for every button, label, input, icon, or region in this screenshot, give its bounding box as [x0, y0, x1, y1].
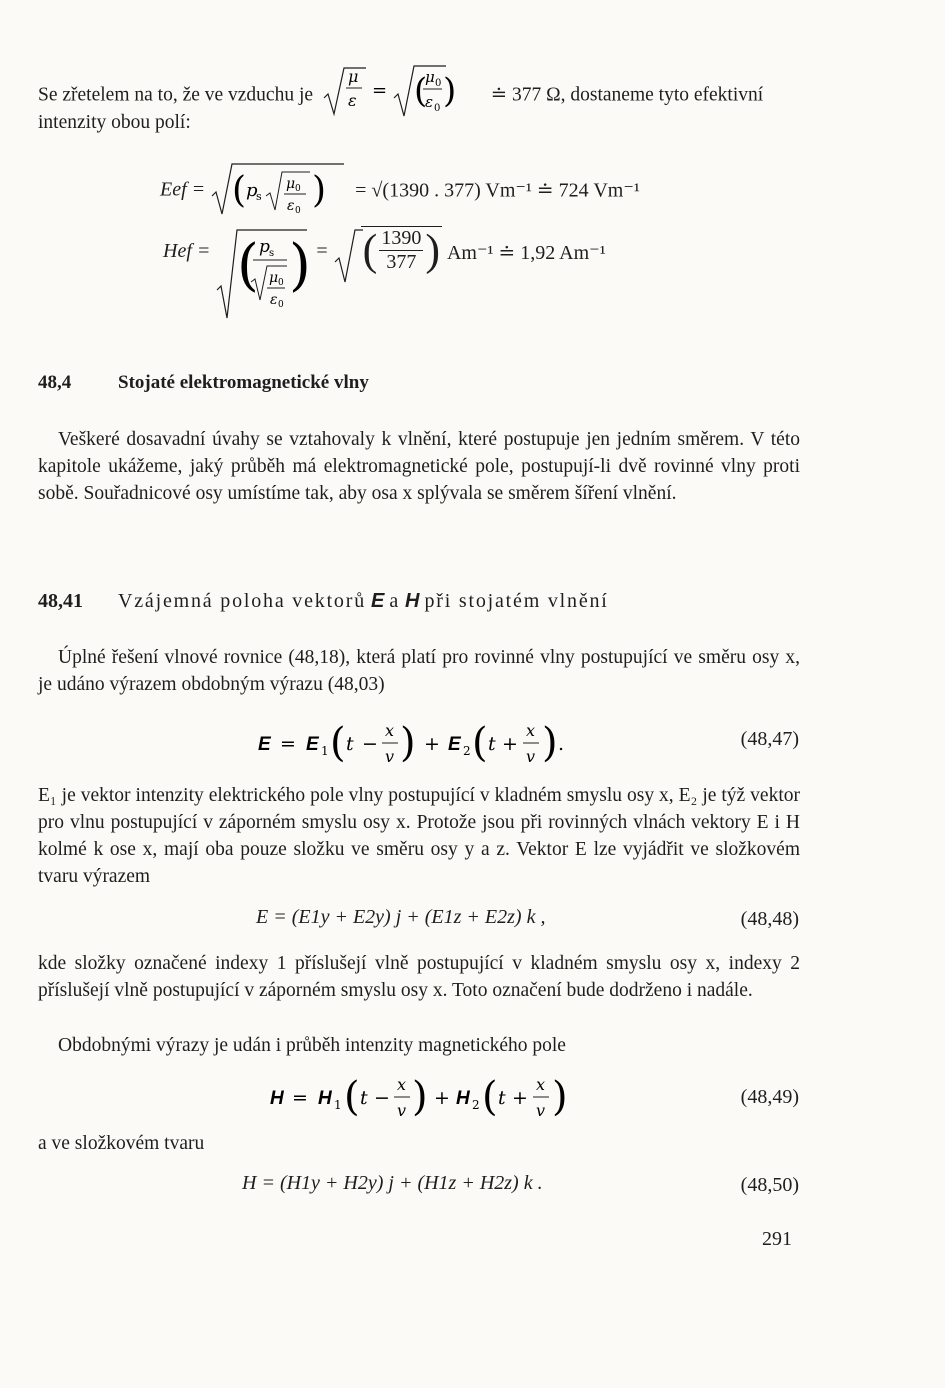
intro-eq-value: ≐ 377 Ω,	[490, 84, 566, 106]
svg-text:H: H	[318, 1088, 332, 1109]
equation-48-49	[270, 1066, 580, 1136]
eq-48-49-number: (48,49)	[740, 1086, 799, 1108]
svg-text:.: .	[558, 733, 565, 755]
svg-text:v: v	[536, 1101, 546, 1120]
section-48-4-number: 48,4	[38, 372, 72, 393]
h-ef-eq-sign: =	[316, 240, 328, 262]
e-ef-lhs: Eef =	[160, 178, 206, 201]
equation-e-ef	[160, 160, 640, 220]
section-48-41-title-mid: a	[389, 590, 401, 612]
section-48-41-title-e: E	[371, 590, 385, 612]
h-ef-rhs: Am⁻¹ ≐ 1,92 Am⁻¹	[446, 242, 606, 264]
h-ef-sqrt-symbol	[333, 226, 363, 286]
section-48-41-title-b: při stojatém vlnění	[424, 590, 609, 612]
svg-text:t: t	[346, 733, 354, 755]
svg-text:−: −	[374, 1087, 390, 1109]
e-ef-sqrt-formula	[210, 160, 350, 220]
svg-text:μ: μ	[424, 68, 435, 86]
svg-text:ε: ε	[424, 93, 433, 111]
section-48-4-heading	[38, 372, 369, 394]
intro-line-2: intenzity obou polí:	[38, 112, 191, 133]
svg-text:H: H	[456, 1088, 470, 1109]
svg-text:+: +	[512, 1087, 528, 1109]
svg-text:+: +	[502, 733, 518, 755]
equation-48-50: H = (H1y + H2y) j + (H1z + H2z) k .	[242, 1172, 543, 1194]
svg-text:E: E	[258, 734, 271, 755]
section-48-4-paragraph: Veškeré dosavadní úvahy se vztahovaly k vlnění, které postupuje jen jedním směrem. V této kapitole ukážeme, jaký průběh má elektromagnetické pole, postupují-li dvě rovinné vlny proti sobě. Souřadnicové osy umístíme tak, aby osa x splývala se směrem šíření vlnění.	[38, 429, 800, 504]
section-48-41-p3: kde složky označené indexy 1 příslušejí vlně postupující v kladném smyslu osy x, indexy 2 příslušejí vlně postupující v záporném smyslu osy x. Toto označení bude dodrženo i nadále.	[38, 953, 800, 1001]
h-ef-sqrt-formula	[215, 226, 311, 322]
svg-text:E: E	[306, 734, 319, 755]
svg-text:μ: μ	[269, 270, 279, 286]
svg-text:2: 2	[463, 744, 471, 758]
svg-text:0: 0	[295, 206, 301, 216]
svg-text:−: −	[362, 733, 378, 755]
svg-text:0: 0	[295, 184, 301, 194]
intro-text-before: Se zřetelem na to, že ve vzduchu je	[38, 84, 314, 106]
svg-text:): )	[400, 720, 416, 766]
svg-text:H: H	[270, 1088, 284, 1109]
svg-text:1: 1	[334, 1098, 342, 1112]
equation-48-47	[258, 712, 598, 782]
h-ef-den: 377	[386, 251, 417, 273]
section-48-41-p5: a ve složkovém tvaru	[38, 1133, 205, 1154]
intro-equation	[322, 64, 482, 128]
section-48-41-heading	[38, 590, 609, 613]
svg-text:0: 0	[434, 78, 442, 89]
eq-48-48-number: (48,48)	[740, 908, 799, 930]
eq-48-47-number: (48,47)	[740, 728, 799, 750]
svg-text:s: s	[256, 190, 262, 203]
svg-text:=: =	[280, 733, 296, 755]
section-48-41-p4: Obdobnými výrazy je udán i průběh intenzity magnetického pole	[58, 1035, 566, 1056]
h-ef-num: 1390	[381, 227, 422, 249]
svg-text:+: +	[434, 1087, 450, 1109]
svg-text:): )	[412, 1074, 428, 1120]
svg-text:v: v	[526, 747, 536, 766]
svg-text:p: p	[259, 237, 271, 257]
svg-text:s: s	[269, 248, 275, 259]
svg-text:t: t	[498, 1087, 506, 1109]
equation-48-48: E = (E1y + E2y) j + (E1z + E2z) k ,	[256, 906, 546, 928]
svg-text:ε: ε	[287, 198, 295, 214]
h-ef-radicand: ( $\frac{1390}{377}$ )	[362, 225, 440, 275]
svg-text:(: (	[472, 720, 488, 766]
svg-text:v: v	[385, 747, 395, 766]
svg-text:0: 0	[433, 103, 441, 114]
svg-text:ε: ε	[270, 292, 278, 308]
h-ef-lhs: Hef =	[163, 240, 211, 262]
svg-text:=: =	[292, 1087, 308, 1109]
sqrt-mu-eps-formula	[322, 64, 482, 122]
eq-48-47-formula	[258, 712, 598, 776]
svg-text:(: (	[330, 720, 346, 766]
svg-text:v: v	[397, 1101, 407, 1120]
page-number: 291	[762, 1228, 792, 1250]
svg-text:): )	[442, 71, 457, 111]
section-48-41-number: 48,41	[38, 590, 83, 612]
svg-text:t: t	[488, 733, 496, 755]
svg-text:2: 2	[472, 1098, 480, 1112]
svg-text:E: E	[448, 734, 461, 755]
section-48-41-p2: E₁ je vektor intenzity elektrického pole vlny postupující v kladném smyslu osy x, E₂ je týž vektor pro vlnu postupující v záporném smyslu osy x. Protože jsou při rovinných vlnách vektory E i H kolmé k ose x, mají oba pouze složku ve směru osy y a z. Vektor E lze vyjádřit ve složkovém tvaru výrazem	[38, 785, 800, 887]
e-ef-rhs: = √(1390 . 377) Vm⁻¹ ≐ 724 Vm⁻¹	[355, 179, 640, 202]
svg-text:+: +	[424, 733, 440, 755]
svg-text:1: 1	[321, 744, 329, 758]
svg-text:ε: ε	[347, 91, 357, 110]
svg-text:p: p	[246, 180, 258, 201]
section-48-41-title-h: H	[405, 590, 420, 612]
svg-text:): )	[289, 233, 312, 298]
eq-48-50-number: (48,50)	[740, 1174, 799, 1196]
svg-text:0: 0	[278, 278, 285, 288]
svg-text:): )	[542, 720, 558, 766]
svg-text:(: (	[232, 170, 247, 211]
section-48-4-title: Stojaté elektromagnetické vlny	[118, 372, 369, 393]
svg-text:t: t	[360, 1087, 368, 1109]
svg-text:x: x	[526, 721, 536, 740]
svg-text:x: x	[385, 721, 395, 740]
eq-48-49-formula	[270, 1066, 580, 1130]
svg-text:=: =	[371, 80, 388, 101]
svg-text:): )	[552, 1074, 568, 1120]
section-48-41-title-a: Vzájemná poloha vektorů	[118, 590, 366, 612]
svg-text:x: x	[536, 1075, 546, 1094]
svg-text:(: (	[482, 1074, 498, 1120]
svg-text:): )	[312, 170, 327, 211]
svg-text:x: x	[397, 1075, 407, 1094]
intro-text-after: dostaneme tyto efektivní	[570, 84, 764, 106]
svg-text:(: (	[237, 233, 260, 298]
svg-text:(: (	[413, 71, 428, 111]
svg-text:μ: μ	[286, 176, 296, 192]
svg-text:(: (	[344, 1074, 360, 1120]
equation-h-ef	[163, 226, 606, 322]
section-48-41-p1: Úplné řešení vlnové rovnice (48,18), která platí pro rovinné vlny postupující ve směru osy x, je udáno výrazem obdobným výrazu (48,03)	[38, 647, 800, 695]
svg-text:0: 0	[278, 300, 285, 310]
svg-text:μ: μ	[347, 67, 359, 86]
